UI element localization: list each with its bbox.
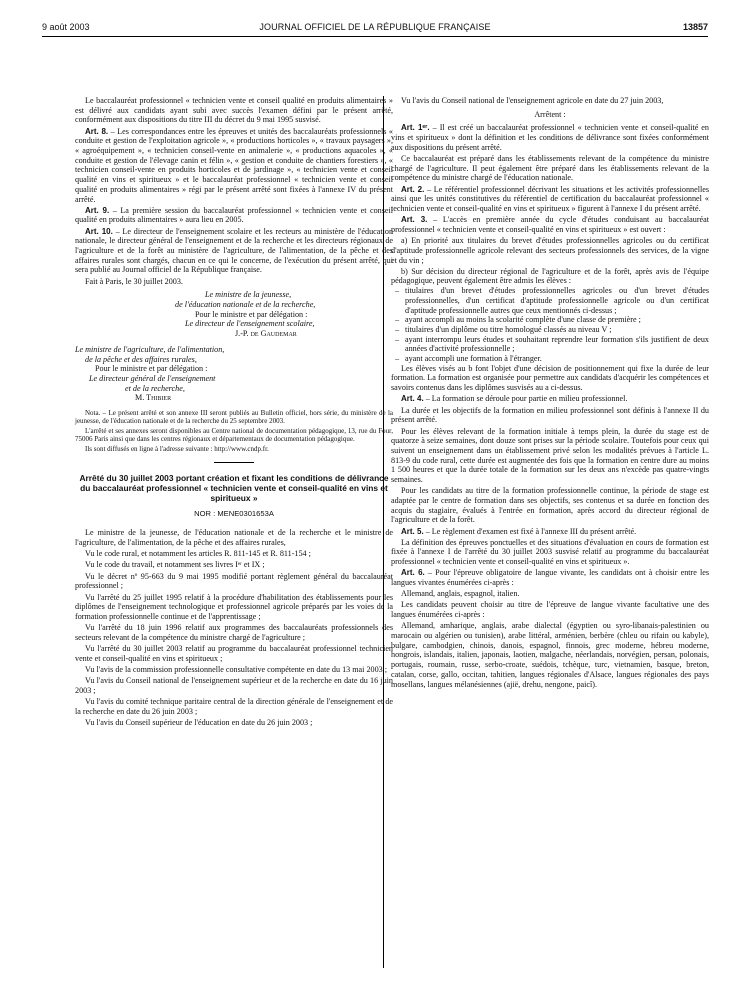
arretent: Arrêtent : bbox=[534, 109, 566, 119]
article-text: – L'accès en première année du cycle d'études conduisant au baccalauréat professionnel « technicien vente et conseil-qualité en vins et spiritueux » est ouvert : bbox=[391, 215, 709, 234]
journal-title: JOURNAL OFFICIEL DE LA RÉPUBLIQUE FRANÇAISE bbox=[259, 22, 491, 32]
right-column bbox=[391, 96, 709, 689]
visa: Vu l'arrêté du 25 juillet 1995 relatif à la procédure d'habilitation des établissements pour les diplômes de l'enseignement technologique et professionnel agricole préparés par les voies de la formation professionnelle continue et de l'apprentissage ; bbox=[75, 592, 393, 621]
visa: Vu l'avis du Conseil national de l'enseignement agricole en date du 27 juin 2003, bbox=[401, 96, 664, 105]
article-label: Art. 6. bbox=[401, 568, 425, 578]
nota-block bbox=[75, 409, 393, 453]
nor-reference: NOR : MENE0301653A bbox=[194, 508, 274, 518]
visa: Le ministre de la jeunesse, de l'éducation nationale et de la recherche et le ministre de l'agriculture, de l'alimentation, de la pêche et des affaires rurales, bbox=[75, 528, 393, 547]
signature-line: de la pêche et des affaires rurales, bbox=[85, 354, 197, 364]
article-label: Art. 4. bbox=[401, 394, 424, 404]
article-label: Art. 8. bbox=[85, 126, 109, 136]
paragraph: La durée et les objectifs de la formation en milieu professionnel sont définis à l'annexe II du présent arrêté. bbox=[391, 405, 709, 425]
article-text: – Il est créé un baccalauréat professionnel « technicien vente et conseil-qualité en vins et spiritueux » dont la définition et les conditions de délivrance sont fixées conformément aux dispositions du présent arrêté. bbox=[391, 123, 709, 152]
signature-line: Le directeur de l'enseignement scolaire, bbox=[185, 319, 315, 329]
visa: Vu l'arrêté du 18 juin 1996 relatif aux programmes des baccalauréats professionnels des secteurs relevant de la compétence du ministre chargé de l'agriculture ; bbox=[75, 623, 393, 642]
signature-block-agriculture bbox=[75, 345, 393, 403]
visa: Vu l'avis du Conseil national de l'enseignement supérieur et de la recherche en date du 16 juin 2003 ; bbox=[75, 676, 393, 695]
paragraph: Le baccalauréat professionnel « technicien vente et conseil qualité en produits alimentaires » est délivré aux candidats ayant subi avec succès l'examen défini par le présent arrêté, conformément aux dispositions du titre III du décret du 9 mai 1995 susvisé. bbox=[75, 96, 393, 125]
article-9 bbox=[75, 206, 393, 225]
paragraph: La définition des épreuves ponctuelles et des situations d'évaluation en cours de formation est fixée à l'annexe I de l'arrêté du 30 juillet 2003 susvisé relatif au programme du baccalauréat professionnel « technicien vente et conseil-qualité en vins et spiritueux ». bbox=[391, 537, 709, 567]
article-2 bbox=[391, 185, 709, 214]
article-6 bbox=[391, 568, 709, 587]
article-label: Art. 5. bbox=[401, 526, 424, 536]
article-label: Art. 10. bbox=[85, 226, 113, 236]
visa: Vu l'avis de la commission professionnelle consultative compétente en date du 13 mai 2003 ; bbox=[85, 664, 387, 674]
signature-line: Le ministre de l'agriculture, de l'alimentation, bbox=[75, 344, 225, 354]
signature-line: Pour le ministre et par délégation : bbox=[95, 364, 208, 374]
nota-paragraph: Ils sont diffusés en ligne à l'adresse suivante : http://www.cndp.fr. bbox=[85, 445, 269, 454]
list-item: – ayant accompli une formation à l'étranger. bbox=[405, 354, 709, 364]
paragraph: Pour les candidats au titre de la formation professionnelle continue, la période de stage est adaptée par le centre de formation dans ses objectifs, ses contenus et sa durée en fonction des acquis du stagiaire, évalués à l'entrée en formation, après accord du directeur régional de l'agriculture et de la forêt. bbox=[391, 486, 709, 525]
signatory-name: M. Thibier bbox=[135, 393, 172, 403]
language-list-mandatory: Allemand, anglais, espagnol, italien. bbox=[401, 589, 520, 599]
signature-line: Pour le ministre et par délégation : bbox=[195, 309, 308, 319]
signature-line: Le ministre de la jeunesse, bbox=[205, 290, 292, 300]
signature-block-education bbox=[75, 290, 393, 339]
article-5 bbox=[391, 527, 709, 537]
signature-line: et de la recherche, bbox=[125, 383, 185, 393]
list-item: – titulaires d'un diplôme ou titre homologué classés au niveau V ; bbox=[405, 325, 709, 335]
article-label: Art. 9. bbox=[85, 205, 110, 215]
article-10 bbox=[75, 227, 393, 276]
visa: Vu l'avis du Conseil supérieur de l'éducation en date du 26 juin 2003 ; bbox=[85, 717, 313, 727]
article-text: – La formation se déroule pour partie en milieu professionnel. bbox=[423, 394, 628, 404]
visa: Vu le code rural, et notamment les articles R. 811-145 et R. 811-154 ; bbox=[85, 549, 311, 559]
fait-a-paris: Fait à Paris, le 30 juillet 2003. bbox=[85, 276, 183, 286]
language-list-optional: Allemand, amharique, anglais, arabe dialectal (égyptien ou syro-libanais-palestinien ou marocain ou algérien ou tunisien), arabe littéral, arménien, berbère (chleu ou rifain ou kabyle), bulgare, cambodgien, chinois, danois, espagnol, finnois, grec moderne, hébreu moderne, hongrois, islandais, italien, japonais, laotien, malgache, néerlandais, norvégien, persan, polonais, portugais, roumain, russe, serbo-croate, suédois, tchèque, turc, vietnamien, basque, breton, catalan, corse, gallo, occitan, tahitien, langues régionales d'Alsace, langues régionales des pays mosellans, langues mélanésiennes (ajië, drehu, nengone, paicî). bbox=[391, 621, 709, 689]
paragraph: Les élèves visés au b font l'objet d'une décision de positionnement qui fixe la durée de leur formation. La formation est organisée pour permettre aux candidats d'acquérir les compétences et savoirs contenus dans les diplômes susvisés au a ci-dessus. bbox=[391, 363, 709, 393]
page-number: 13857 bbox=[682, 22, 708, 32]
paragraph: Pour les élèves relevant de la formation initiale à temps plein, la durée du stage est de quatorze à seize semaines, dont douze sont prises sur la période scolaire. Toutefois pour ceux qui suivent un enseignement dans un établissement privé selon les modalités prévues à l'article L. 813-9 du code rural, cette durée est augmentée des fois que la formation en centre dure au moins 1 500 heures et que la durée totale de la formation sur les deux ans n'excède pas quatre-vingts semaines. bbox=[391, 426, 709, 485]
article-text: – Pour l'épreuve obligatoire de langue vivante, les candidats ont à choisir entre les langues vivantes énumérées ci-après : bbox=[391, 568, 710, 588]
visa: Vu le décret nº 95-663 du 9 mai 1995 modifié portant règlement général du baccalauréat professionnel ; bbox=[75, 571, 393, 591]
header-date: 9 août 2003 bbox=[42, 22, 90, 32]
signature-line: Le directeur général de l'enseignement bbox=[89, 373, 216, 383]
left-column bbox=[75, 96, 393, 728]
article-label: Art. 3. bbox=[401, 215, 428, 225]
article-text: – Le règlement d'examen est fixé à l'annexe III du présent arrêté. bbox=[423, 526, 637, 536]
section-separator bbox=[214, 462, 254, 463]
article-text: – La première session du baccalauréat professionnel « technicien vente et conseil qualité en produits alimentaires » aura lieu en 2005. bbox=[75, 205, 394, 225]
decree-title: Arrêté du 30 juillet 2003 portant création et fixant les conditions de délivrance du baccalauréat professionnel « technicien vente et conseil-qualité en vins et spiritueux » bbox=[79, 472, 389, 503]
article-label: Art. 1ᵉʳ. bbox=[401, 123, 430, 133]
paragraph: b) Sur décision du directeur régional de l'agriculture et de la forêt, après avis de l'équipe pédagogique, peuvent également être admis les élèves : bbox=[391, 266, 709, 286]
visa: Vu l'arrêté du 30 juillet 2003 relatif au programme du baccalauréat professionnel technicien vente et conseil-qualité en vins et spiritueux ; bbox=[75, 644, 393, 663]
article-8 bbox=[75, 127, 393, 205]
header-rule bbox=[42, 36, 708, 37]
visa: Vu l'avis du comité technique paritaire central de la direction générale de l'enseignement et de la recherche en date du 26 juin 2003 ; bbox=[75, 697, 393, 716]
nota-paragraph: Nota. – Le présent arrêté et son annexe III seront publiés au Bulletin officiel, hors série, du ministère de la jeunesse, de l'éducation nationale et de la recherche du 25 septembre 2003. bbox=[75, 409, 393, 426]
article-1 bbox=[391, 123, 709, 152]
article-4 bbox=[391, 394, 709, 404]
paragraph: Ce baccalauréat est préparé dans les établissements relevant de la compétence du ministre chargé de l'agriculture. Il peut également être préparé dans les établissements relevant de la compétence du ministre chargé de l'éducation nationale. bbox=[391, 154, 709, 183]
signatory-name: J.-P. de Gaudemar bbox=[235, 329, 297, 339]
paragraph: Les candidats peuvent choisir au titre de l'épreuve de langue vivante facultative une des langues énumérées ci-après : bbox=[391, 600, 709, 620]
signature-line: de l'éducation nationale et de la recherche, bbox=[175, 300, 316, 310]
visa: Vu le code du travail, et notamment ses livres Iᵉʳ et IX ; bbox=[85, 560, 265, 570]
list-item: – ayant accompli au moins la scolarité complète d'une classe de première ; bbox=[405, 315, 709, 325]
article-text: – Les correspondances entre les épreuves et unités des baccalauréats professionnels « conduite et gestion de l'exploitation agricole », « productions horticoles », « travaux paysagers », « agroéquipement », « technicien conseil-vente en animalerie », « productions aquacoles », « conduite et gestion de l'élevage canin et félin », « gestion et conduite de chantiers forestiers », « technicien conseil-vente en produits horticoles et de jardinage », « technicien vente et conseil qualité en vins et spiritueux » et le baccalauréat professionnel « technicien vente et conseil qualité en produits alimentaires » régi par le présent arrêté sont fixées à l'annexe IV du présent arrêté. bbox=[75, 126, 393, 204]
list-item: – ayant interrompu leurs études et souhaitant reprendre leur formation s'ils justifient de deux années d'activité professionnelle ; bbox=[405, 335, 709, 354]
article-label: Art. 2. bbox=[401, 184, 425, 194]
page-header bbox=[42, 22, 708, 36]
paragraph: a) En priorité aux titulaires du brevet d'études professionnelles agricoles ou du certificat d'aptitude professionnelle agricole relevant des secteurs professionnels des services, de la vigne et du vin ; bbox=[391, 236, 709, 265]
article-3 bbox=[391, 215, 709, 234]
article-text: – Le référentiel professionnel décrivant les situations et les activités professionnelles ainsi que les unités constitutives du référentiel de certification du baccalauréat professionnel « technicien vente et conseil-qualité en vins et spiritueux » figurent à l'annexe I du présent arrêté. bbox=[391, 184, 709, 214]
admission-list bbox=[391, 286, 709, 364]
article-text: – Le directeur de l'enseignement scolaire et les recteurs au ministère de l'éducation nationale, le directeur général de l'enseignement et de la recherche et les directeurs régionaux de l'agriculture et de la forêt au ministère de l'agriculture, de l'alimentation, de la pêche et des affaires rurales sont chargés, chacun en ce qui le concerne, de l'exécution du présent arrêté, qui sera publié au Journal officiel de la République française. bbox=[75, 226, 394, 275]
list-item: – titulaires d'un brevet d'études professionnelles agricoles ou d'un brevet d'études professionnelles, d'un certificat d'aptitude professionnelle agricole ou d'un certificat d'aptitude professionnelle autres que ceux mentionnés ci-dessus ; bbox=[405, 286, 709, 315]
nota-paragraph: L'arrêté et ses annexes seront disponibles au Centre national de documentation pédagogique, 13, rue du Four, 75006 Paris ainsi que dans les centres régionaux et départementaux de documentation pédagogique. bbox=[75, 427, 393, 444]
